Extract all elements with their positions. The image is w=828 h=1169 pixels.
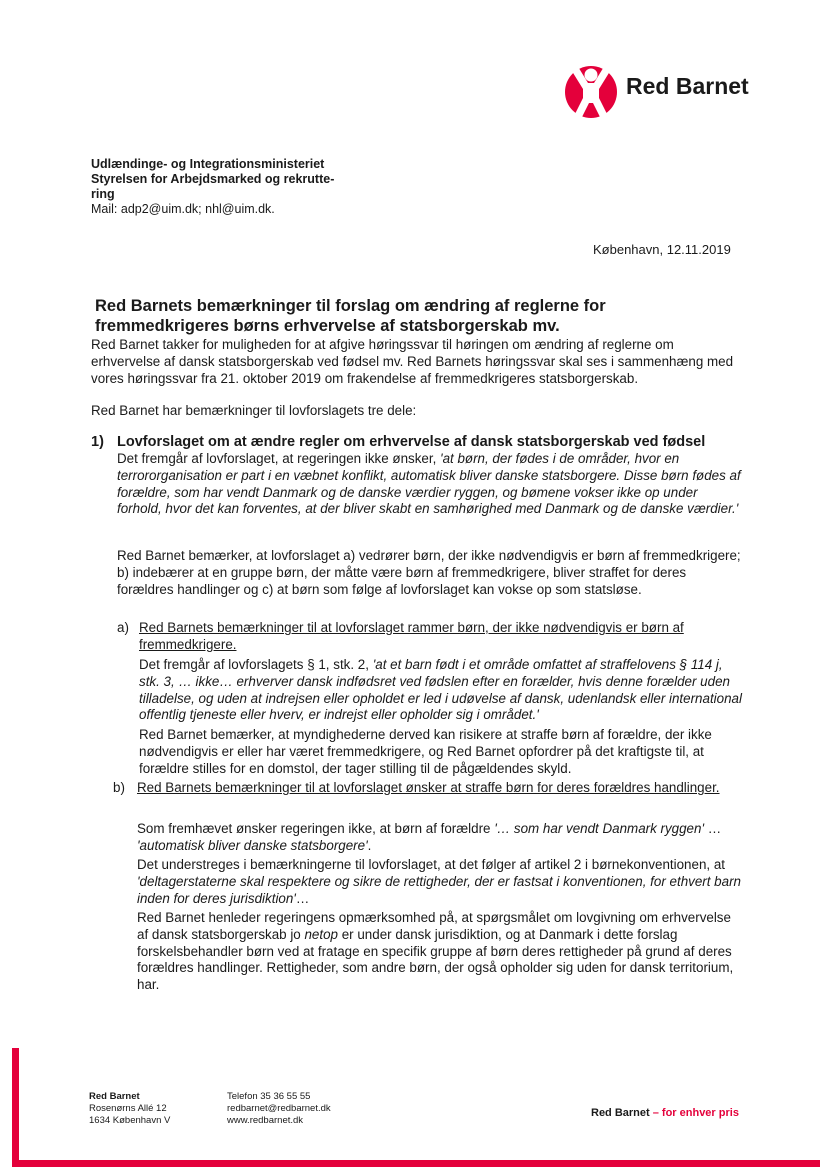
slogan-tagline: – for enhver pris [649,1107,739,1119]
sub-a-label: a) [117,620,129,635]
sub-a-heading: Red Barnets bemærkninger til at lovforslaget rammer børn, der ikke nødvendigvis er børn af fremmedkrigere. [139,620,684,652]
sub-b-p2-lead: Det understreges i bemærkningerne til lovforslaget, at det følger af artikel 2 i børnekonventionen, at [137,857,726,872]
footer-slogan [591,1107,739,1119]
sub-b-p3-lead: Red Barnet henleder regeringens opmærksomhed på, at spørgsmålet om lovgivning om erhvervelse af dansk statsborgerskab jo [137,910,731,942]
footer-address [89,1091,170,1127]
footer-frame-left [12,1048,19,1167]
logo-wordmark: Red Barnet [626,73,749,99]
sub-b-p2-end: … [295,890,310,906]
sub-b-p1-lead: Som fremhævet ønsker regeringen ikke, at børn af forældre [137,821,495,836]
sub-b-p3-end: er under dansk jurisdiktion, og at Danmark i dette forslag forskelsbehandler børn ved at fratage en specifik gruppe af børn deres rettigheder på grund af deres forældres handlinger. Rettigheder, som andre børn, der også opholder sig uden for dansk territorium, har. [137,926,734,993]
sub-b-heading: Red Barnets bemærkninger til at lovforslaget ønsker at straffe børn for deres forældres handlinger. [137,780,720,795]
sub-a-paragraph-2: Red Barnet bemærker, at myndighederne derved kan risikere at straffe børn af forældre, der ikke nødvendigvis er eller har været fremmedkrigere, og Red Barnet opfordrer på det kraftigste til, at forældre stilles for en domstol, der tager stilling til de pågældendes skyld. [139,727,712,776]
sub-b-label: b) [113,780,125,795]
footer-web: www.redbarnet.dk [227,1115,304,1126]
recipient-address [91,157,391,217]
sub-a-lead: Det fremgår af lovforslagets § 1, stk. 2, [139,657,373,672]
slogan-name: Red Barnet [591,1107,650,1119]
sub-b-p1-quote-2: 'automatisk bliver danske statsborgere' [137,837,368,853]
quote-text: 'at børn, der fødes i de områder, hvor en terrororganisation er part i en væbnet konflikt, automatisk bliver danske statsborgere. Disse børn fødes af forældre, som har vendt Danmark og de danske værdier ryggen, og bømene vokser ikke op under forhold, hvor det kan forventes, at der bliver skabt en samhørighed med Danmark og de danske værdier.' [117,451,741,517]
red-barnet-logo [563,58,768,122]
intro-paragraph-2: Red Barnet har bemærkninger til lovforslagets tre dele: [91,403,417,418]
sub-b-paragraph-3 [137,910,742,994]
footer-org-name: Red Barnet [89,1091,140,1102]
recipient-mail: Mail: adp2@uim.dk; nhl@uim.dk. [91,202,275,216]
sub-b-paragraph-2 [137,857,742,907]
quote-lead: Det fremgår af lovforslaget, at regeringen ikke ønsker, [117,451,441,466]
section-1-paragraph: Red Barnet bemærker, at lovforslaget a) vedrører børn, der ikke nødvendigvis er børn af fremmedkrigere; b) indebærer at en gruppe børn, der måtte være børn af fremmedkrigere, bliver straffet for deres forældres handlinger og c) at børn som følge af lovforslaget kan vokse op som statsløse. [117,548,741,597]
section-1-quote-paragraph [117,451,742,518]
section-1-number: 1) [91,434,104,450]
footer-frame-bottom [12,1160,820,1167]
footer-contact [227,1091,331,1127]
footer-street: Rosenørns Allé 12 [89,1103,167,1114]
letter-date: København, 12.11.2019 [593,242,731,257]
footer-city: 1634 København V [89,1115,171,1126]
intro-paragraph: Red Barnet takker for muligheden for at afgive høringssvar til høringen om ændring af reglerne om erhvervelse af dansk statsborgerskab ved fødsel mv. Red Barnets høringssvar skal ses i sammenhæng med vores høringssvar fra 21. oktober 2019 om frakendelse af fremmedkrigeres statsborgerskab. [91,337,734,386]
footer-phone: Telefon 35 36 55 55 [227,1091,311,1102]
section-1-heading: Lovforslaget om at ændre regler om erhvervelse af dansk statsborgerskab ved fødsel [117,434,706,450]
sub-b-paragraph-1 [137,821,742,855]
sub-b-p1-quote-1: '… som har vendt Danmark ryggen' [494,821,705,836]
sub-b-p2-quote: 'deltagerstaterne skal respektere og sikre de rettigheder, der er fastsat i konventionen, for ethvert barn inden for deres jurisdiktion' [137,873,741,906]
sub-a-paragraph-1 [139,657,744,724]
footer-email: redbarnet@redbarnet.dk [227,1103,331,1114]
sub-b-p1-end: . [367,837,372,853]
document-title: Red Barnets bemærkninger til forslag om ændring af reglerne for fremmedkrigeres børns erhvervelse af statsborgerskab mv. [95,297,606,335]
recipient-agency-cont: ring [91,187,115,201]
recipient-agency: Styrelsen for Arbejdsmarked og rekrutte- [91,172,335,186]
child-figure-icon [563,58,619,122]
sub-b-p1-mid: … [704,821,722,836]
sub-b-p3-emph: netop [304,926,338,942]
recipient-ministry: Udlændinge- og Integrationsministeriet [91,157,325,171]
sub-a-quote: 'at et barn født i et område omfattet af straffelovens § 114 j, stk. 3, … ikke… erhverver dansk indfødsret ved fødslen efter en forælder, hvis denne forælder uden tilladelse, og uden at indrejsen eller opholdet er led i udøvelse af dansk, udenlandsk eller international offentlig tjeneste eller hverv, er indrejst eller opholder sig i området.' [139,657,742,723]
